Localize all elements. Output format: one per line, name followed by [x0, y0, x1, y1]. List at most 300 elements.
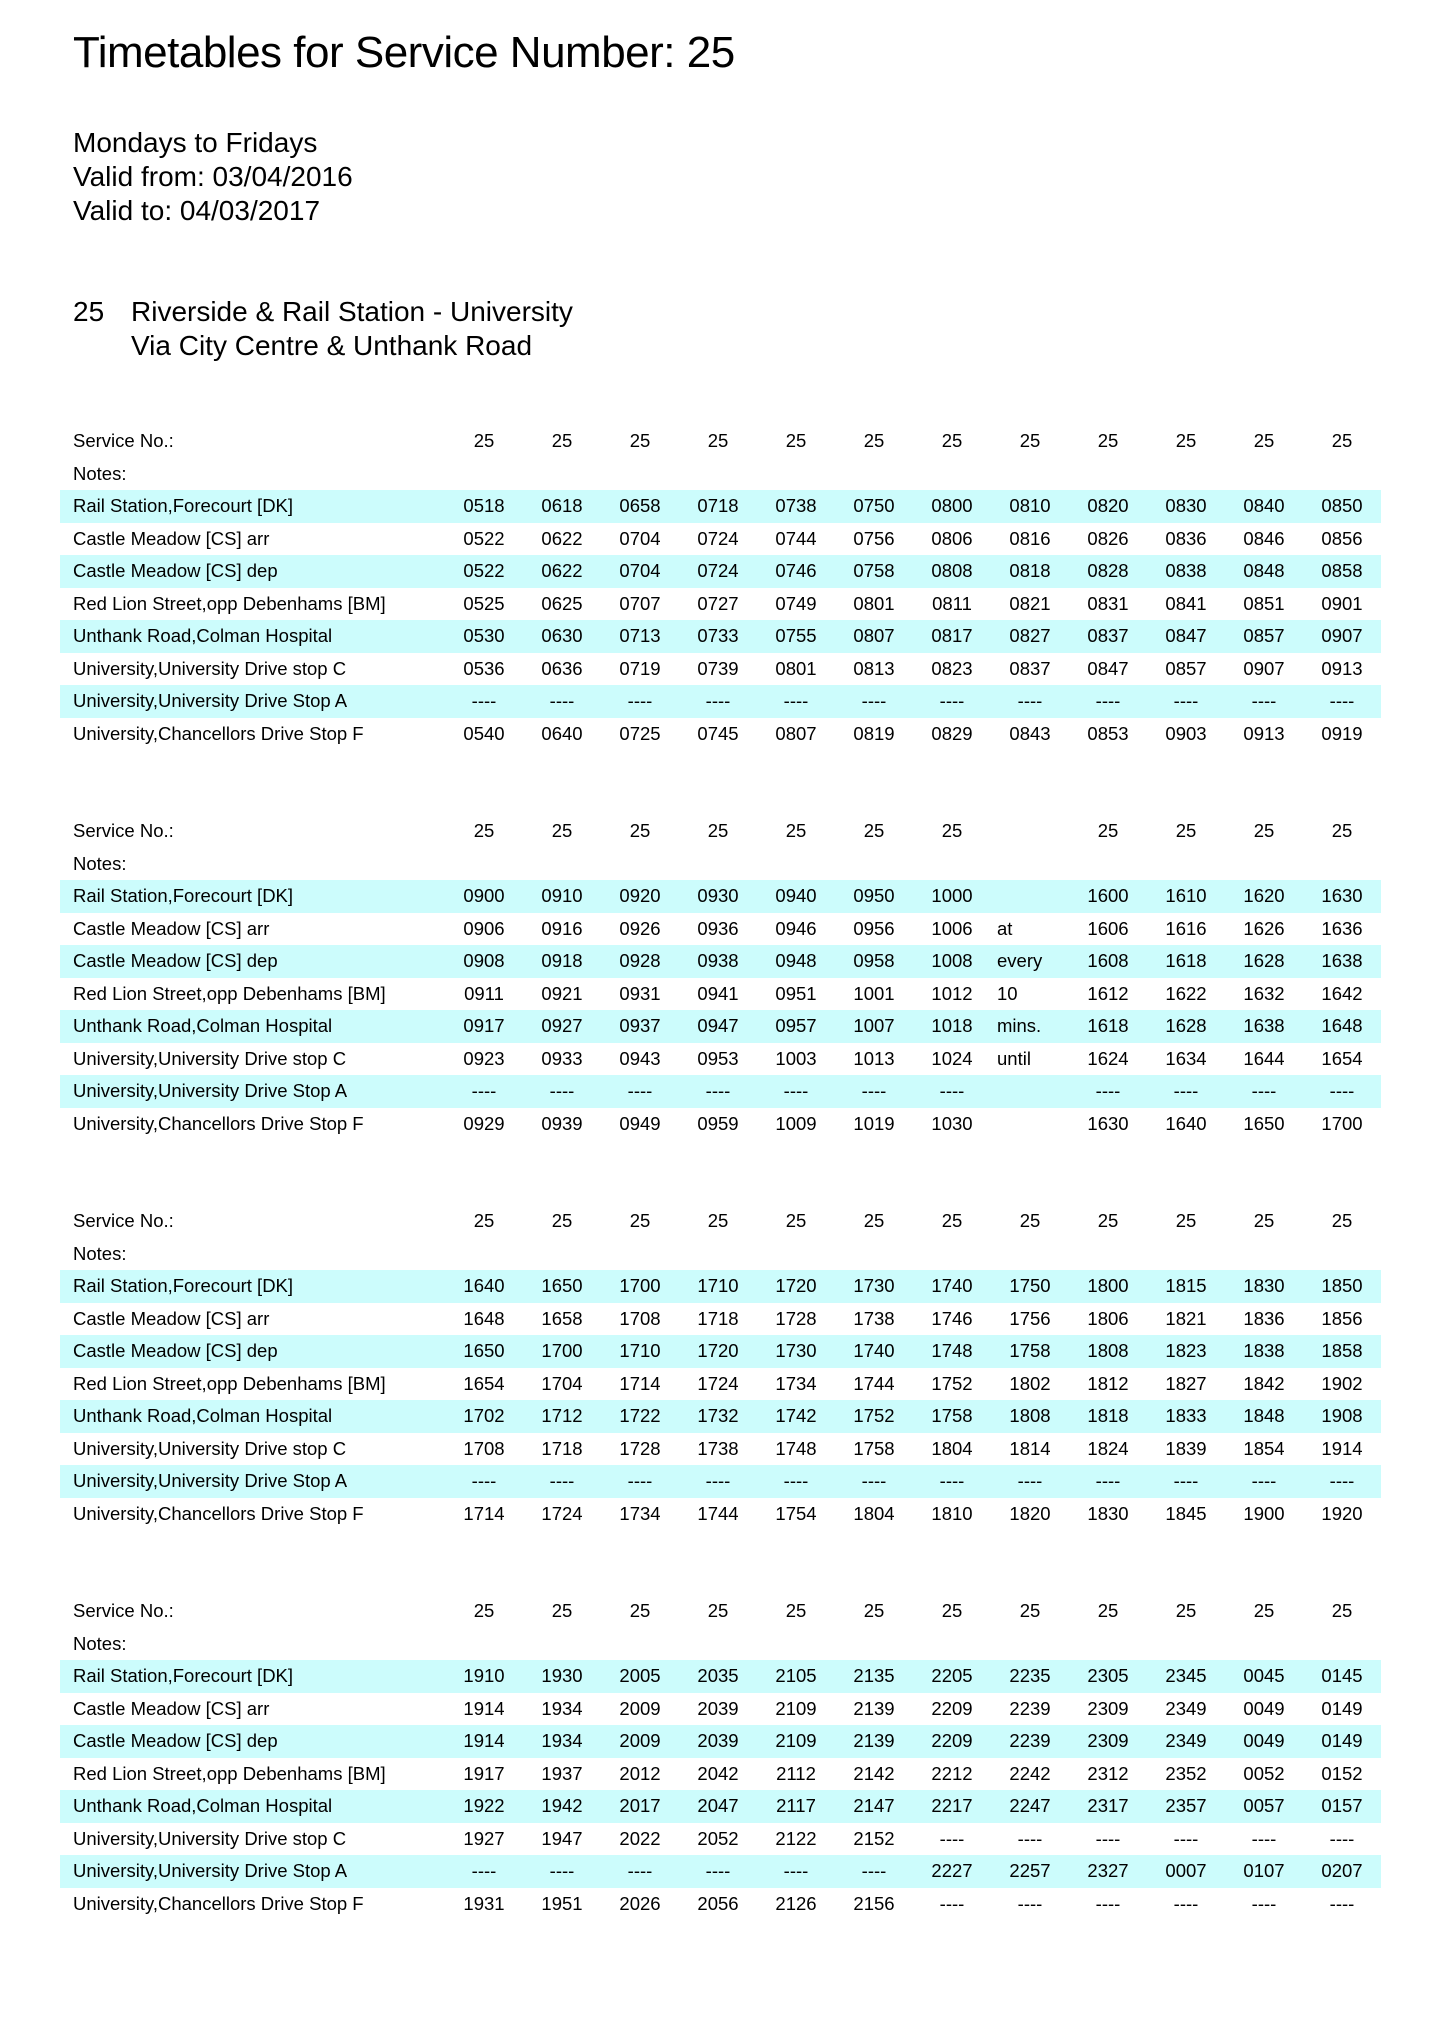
departure-time: 0816 [1009, 527, 1051, 549]
notes-cell [1303, 1628, 1381, 1661]
departure-time: 0927 [523, 1010, 601, 1043]
departure-time: 0857 [1225, 620, 1303, 653]
departure-time: 1820 [1009, 1502, 1051, 1524]
departure-time: ---- [523, 1465, 601, 1498]
departure-time: 1013 [853, 1047, 895, 1069]
stop-name: University,University Drive stop C [73, 657, 347, 679]
departure-time: 0831 [1087, 592, 1129, 614]
departure-time: 1712 [523, 1400, 601, 1433]
departure-time: 0052 [1243, 1762, 1285, 1784]
departure-time: 1722 [601, 1400, 679, 1433]
departure-time: 0939 [541, 1112, 583, 1134]
service-number-label: Service No.: [73, 430, 174, 452]
stop-row [60, 913, 1381, 946]
service-number-cell: 25 [1097, 430, 1119, 452]
departure-time: 2152 [853, 1827, 895, 1849]
departure-time: 0821 [1009, 592, 1051, 614]
departure-time: 1937 [541, 1762, 583, 1784]
departure-time: 1638 [1225, 1010, 1303, 1043]
stop-row [60, 1498, 1381, 1531]
departure-time: 1858 [1303, 1335, 1381, 1368]
departure-time: 1742 [757, 1400, 835, 1433]
departure-time: 1934 [541, 1697, 583, 1719]
service-number-cell: 25 [941, 820, 963, 842]
departure-time: ---- [1251, 1827, 1277, 1849]
departure-time: 1642 [1321, 982, 1363, 1004]
notes-cell [1147, 1238, 1225, 1271]
stop-name: Rail Station,Forecourt [DK] [60, 880, 445, 913]
departure-time: 1648 [1303, 1010, 1381, 1043]
departure-time: 0959 [697, 1112, 739, 1134]
departure-time: 0837 [1009, 657, 1051, 679]
notes-cell [991, 1628, 1069, 1661]
stop-row [60, 1010, 1381, 1043]
departure-time: 0910 [523, 880, 601, 913]
notes-cell [835, 848, 913, 881]
departure-time: 1754 [775, 1502, 817, 1524]
departure-time: ---- [913, 1465, 991, 1498]
departure-time: ---- [1069, 685, 1147, 718]
departure-time: 2239 [1009, 1697, 1051, 1719]
departure-time: 1003 [775, 1047, 817, 1069]
stop-name: Castle Meadow [CS] arr [73, 1697, 270, 1719]
service-number-cell: 25 [1331, 820, 1353, 842]
departure-time: 1740 [913, 1270, 991, 1303]
departure-time: 2105 [757, 1660, 835, 1693]
validity-info [73, 126, 353, 228]
departure-time: 2156 [853, 1892, 895, 1914]
departure-time: ---- [835, 685, 913, 718]
departure-time: 0913 [1321, 657, 1363, 679]
departure-time: 1006 [931, 917, 973, 939]
departure-time: 1648 [463, 1307, 505, 1329]
departure-time: 0956 [853, 917, 895, 939]
departure-time: 0829 [931, 722, 973, 744]
departure-time: 0755 [757, 620, 835, 653]
stop-name: Castle Meadow [CS] dep [60, 555, 445, 588]
departure-time: 0518 [445, 490, 523, 523]
notes-cell [991, 848, 1069, 881]
departure-time: 1806 [1087, 1307, 1129, 1329]
departure-time: 0640 [541, 722, 583, 744]
departure-time: 0820 [1069, 490, 1147, 523]
service-number-cell: 25 [941, 1600, 963, 1622]
service-number-cell: 25 [629, 1600, 651, 1622]
service-number-cell: 25 [863, 430, 885, 452]
stop-name: University,University Drive Stop A [60, 685, 445, 718]
departure-time: 2047 [679, 1790, 757, 1823]
departure-time: 2012 [619, 1762, 661, 1784]
notes-cell [757, 1628, 835, 1661]
departure-time: mins. [991, 1010, 1069, 1043]
stop-row [60, 490, 1381, 523]
stop-name: Castle Meadow [CS] dep [60, 1725, 445, 1758]
stop-name: University,University Drive stop C [73, 1437, 347, 1459]
service-number-cell: 25 [1097, 1210, 1119, 1232]
departure-time: 1815 [1147, 1270, 1225, 1303]
stop-row [60, 1335, 1381, 1368]
departure-time: 0801 [775, 657, 817, 679]
departure-time: 2209 [913, 1725, 991, 1758]
stop-name: Red Lion Street,opp Debenhams [BM] [73, 982, 386, 1004]
departure-time: 0801 [853, 592, 895, 614]
notes-row [60, 1238, 1381, 1271]
departure-time: 0921 [541, 982, 583, 1004]
departure-time: 2312 [1087, 1762, 1129, 1784]
departure-time: 1922 [445, 1790, 523, 1823]
departure-time: 0540 [463, 722, 505, 744]
departure-time: 0907 [1303, 620, 1381, 653]
departure-time: 1812 [1087, 1372, 1129, 1394]
departure-time: 0941 [697, 982, 739, 1004]
departure-time: 1636 [1321, 917, 1363, 939]
departure-time: 0850 [1303, 490, 1381, 523]
service-number-cell: 25 [1253, 1600, 1275, 1622]
departure-time: 1610 [1147, 880, 1225, 913]
stop-name: University,University Drive Stop A [60, 1075, 445, 1108]
service-number-row [60, 1205, 1381, 1238]
departure-time: ---- [1225, 685, 1303, 718]
timetable-block-2 [60, 815, 1381, 1140]
departure-time: 0045 [1225, 1660, 1303, 1693]
stop-name: Unthank Road,Colman Hospital [60, 1400, 445, 1433]
departure-time: ---- [1069, 1075, 1147, 1108]
departure-time: 1910 [445, 1660, 523, 1693]
departure-time: 2042 [697, 1762, 739, 1784]
departure-time: 0630 [523, 620, 601, 653]
departure-time: 0525 [463, 592, 505, 614]
departure-time: 1654 [463, 1372, 505, 1394]
notes-cell [1069, 848, 1147, 881]
departure-time: 1914 [445, 1725, 523, 1758]
departure-time: 2009 [601, 1725, 679, 1758]
departure-time: 0713 [601, 620, 679, 653]
departure-time: 0618 [523, 490, 601, 523]
service-number-cell: 25 [1331, 1600, 1353, 1622]
departure-time: ---- [445, 685, 523, 718]
service-number-row [60, 815, 1381, 848]
departure-time: 1650 [523, 1270, 601, 1303]
departure-time: 0522 [463, 527, 505, 549]
departure-time: ---- [1303, 685, 1381, 718]
departure-time: 1618 [1147, 945, 1225, 978]
departure-time: ---- [1147, 1465, 1225, 1498]
departure-time: 2317 [1069, 1790, 1147, 1823]
departure-time: 0916 [541, 917, 583, 939]
service-number-cell: 25 [785, 430, 807, 452]
departure-time: 1628 [1147, 1010, 1225, 1043]
service-number-cell [991, 815, 1069, 848]
departure-time: ---- [913, 1075, 991, 1108]
departure-time: 1930 [523, 1660, 601, 1693]
notes-cell [445, 1238, 523, 1271]
stop-name: Red Lion Street,opp Debenhams [BM] [73, 1762, 386, 1784]
departure-time: 1019 [853, 1112, 895, 1134]
departure-time: 1704 [541, 1372, 583, 1394]
departure-time: 0928 [601, 945, 679, 978]
departure-time: 2017 [601, 1790, 679, 1823]
departure-time: 0625 [541, 592, 583, 614]
departure-time: ---- [679, 1075, 757, 1108]
departure-time: 0758 [835, 555, 913, 588]
departure-time: 1830 [1087, 1502, 1129, 1524]
departure-time: ---- [757, 1465, 835, 1498]
departure-time: 1012 [931, 982, 973, 1004]
departure-time: 0946 [775, 917, 817, 939]
departure-time: 1720 [679, 1335, 757, 1368]
departure-time: 0817 [913, 620, 991, 653]
notes-cell [757, 1238, 835, 1271]
departure-time: 0808 [913, 555, 991, 588]
notes-cell [1225, 848, 1303, 881]
stop-row [60, 1368, 1381, 1401]
departure-time: 0913 [1243, 722, 1285, 744]
departure-time: 0810 [991, 490, 1069, 523]
departure-time: 1001 [853, 982, 895, 1004]
departure-time: 1917 [463, 1762, 505, 1784]
departure-time: 1724 [541, 1502, 583, 1524]
service-number-cell: 25 [551, 430, 573, 452]
notes-cell [757, 848, 835, 881]
departure-time: ---- [445, 1465, 523, 1498]
departure-time: 0207 [1303, 1855, 1381, 1888]
departure-time: 0943 [619, 1047, 661, 1069]
departure-time: 1804 [853, 1502, 895, 1524]
departure-time: 2147 [835, 1790, 913, 1823]
departure-time: ---- [1251, 1892, 1277, 1914]
departure-time: 1744 [853, 1372, 895, 1394]
departure-time: 0847 [1147, 620, 1225, 653]
departure-time: 1634 [1165, 1047, 1207, 1069]
departure-time: ---- [1329, 1827, 1355, 1849]
departure-time: 0851 [1243, 592, 1285, 614]
departure-time: 2305 [1069, 1660, 1147, 1693]
valid-to: Valid to: 04/03/2017 [73, 195, 321, 226]
departure-time: 1800 [1069, 1270, 1147, 1303]
departure-time: 1630 [1087, 1112, 1129, 1134]
departure-time: 2117 [757, 1790, 835, 1823]
departure-time: ---- [1147, 1075, 1225, 1108]
departure-time: 0840 [1225, 490, 1303, 523]
departure-time: 1744 [697, 1502, 739, 1524]
stop-name: Rail Station,Forecourt [DK] [60, 490, 445, 523]
departure-time: ---- [1303, 1075, 1381, 1108]
stop-name: University,University Drive Stop A [60, 1465, 445, 1498]
departure-time: 0739 [697, 657, 739, 679]
notes-cell [913, 848, 991, 881]
departure-time: 1622 [1165, 982, 1207, 1004]
departure-time: 0901 [1321, 592, 1363, 614]
notes-label: Notes: [73, 1632, 127, 1654]
departure-time: ---- [601, 1075, 679, 1108]
departure-time: 0622 [541, 527, 583, 549]
departure-time: ---- [1095, 1827, 1121, 1849]
notes-cell [523, 1238, 601, 1271]
departure-time: 1730 [757, 1335, 835, 1368]
departure-time: 0818 [991, 555, 1069, 588]
departure-time: 0049 [1243, 1697, 1285, 1719]
notes-cell [1069, 1238, 1147, 1271]
departure-time: 1728 [775, 1307, 817, 1329]
departure-time: 1934 [523, 1725, 601, 1758]
departure-time: ---- [991, 1465, 1069, 1498]
departure-time: ---- [757, 1075, 835, 1108]
notes-cell [523, 848, 601, 881]
stop-name: Castle Meadow [CS] arr [73, 1307, 270, 1329]
stop-row [60, 1693, 1381, 1726]
service-number-cell: 25 [1331, 1210, 1353, 1232]
service-number-cell: 25 [551, 1600, 573, 1622]
departure-time: 0145 [1303, 1660, 1381, 1693]
departure-time: 1732 [679, 1400, 757, 1433]
departure-time: 1630 [1303, 880, 1381, 913]
departure-time: 0919 [1321, 722, 1363, 744]
departure-time: 0856 [1321, 527, 1363, 549]
departure-time: 2135 [835, 1660, 913, 1693]
departure-time: 1710 [601, 1335, 679, 1368]
notes-cell [1303, 458, 1381, 491]
route-description [73, 295, 573, 363]
stop-name: Unthank Road,Colman Hospital [60, 1790, 445, 1823]
stop-name: University,University Drive Stop A [60, 1855, 445, 1888]
departure-time: 1856 [1321, 1307, 1363, 1329]
notes-label: Notes: [73, 852, 127, 874]
departure-time: ---- [1017, 1827, 1043, 1849]
departure-time: 0857 [1165, 657, 1207, 679]
service-number-cell: 25 [1175, 430, 1197, 452]
notes-cell [913, 1628, 991, 1661]
departure-time: 0636 [541, 657, 583, 679]
departure-time: 1640 [1165, 1112, 1207, 1134]
departure-time: 1600 [1069, 880, 1147, 913]
departure-time: 0948 [757, 945, 835, 978]
departure-time: 0718 [679, 490, 757, 523]
departure-time: 1708 [619, 1307, 661, 1329]
departure-time: 2139 [853, 1697, 895, 1719]
departure-time: 1808 [1069, 1335, 1147, 1368]
service-number-cell: 25 [707, 430, 729, 452]
departure-time: 0007 [1147, 1855, 1225, 1888]
service-number-cell: 25 [1019, 430, 1041, 452]
service-number-label: Service No.: [73, 1600, 174, 1622]
departure-time: 2005 [601, 1660, 679, 1693]
service-number-cell: 25 [1097, 820, 1119, 842]
service-number-cell: 25 [1175, 1600, 1197, 1622]
stop-name: University,Chancellors Drive Stop F [73, 1112, 364, 1134]
departure-time: 0836 [1165, 527, 1207, 549]
stop-row [60, 1270, 1381, 1303]
departure-time: 1738 [853, 1307, 895, 1329]
notes-cell [835, 1238, 913, 1271]
departure-time: 0947 [679, 1010, 757, 1043]
notes-row [60, 458, 1381, 491]
service-number-cell: 25 [629, 1210, 651, 1232]
departure-time: 2239 [991, 1725, 1069, 1758]
stop-name: Castle Meadow [CS] dep [60, 945, 445, 978]
departure-time: 1702 [445, 1400, 523, 1433]
departure-time: ---- [1303, 1465, 1381, 1498]
departure-time: 1714 [463, 1502, 505, 1524]
notes-cell [601, 1238, 679, 1271]
notes-cell [445, 1628, 523, 1661]
departure-time: 1951 [541, 1892, 583, 1914]
departure-time: 1814 [1009, 1437, 1051, 1459]
departure-time: 0838 [1147, 555, 1225, 588]
stop-name: Rail Station,Forecourt [DK] [60, 1660, 445, 1693]
stop-row [60, 620, 1381, 653]
departure-time: 2039 [679, 1725, 757, 1758]
departure-time: 0704 [619, 527, 661, 549]
departure-time: 1700 [601, 1270, 679, 1303]
departure-time: ---- [1225, 1075, 1303, 1108]
timetable-block-4 [60, 1595, 1381, 1920]
stop-row [60, 685, 1381, 718]
stop-name: Unthank Road,Colman Hospital [60, 620, 445, 653]
departure-time: 1758 [853, 1437, 895, 1459]
service-number-cell: 25 [551, 1210, 573, 1232]
departure-time: 1000 [913, 880, 991, 913]
departure-time: 1845 [1165, 1502, 1207, 1524]
departure-time: ---- [939, 1892, 965, 1914]
departure-time: 1833 [1147, 1400, 1225, 1433]
departure-time: ---- [1225, 1465, 1303, 1498]
stop-name: University,University Drive stop C [73, 1047, 347, 1069]
departure-time: 1626 [1243, 917, 1285, 939]
departure-time: 2242 [1009, 1762, 1051, 1784]
stop-row [60, 1108, 1381, 1141]
departure-time: ---- [757, 685, 835, 718]
departure-time: 0911 [464, 982, 504, 1004]
departure-time: 1758 [991, 1335, 1069, 1368]
timetable-block-1 [60, 425, 1381, 750]
departure-time: 1810 [931, 1502, 973, 1524]
departure-time: 1902 [1321, 1372, 1363, 1394]
service-number-cell: 25 [863, 820, 885, 842]
departure-time: 0953 [697, 1047, 739, 1069]
timetable-block-3 [60, 1205, 1381, 1530]
departure-time: ---- [601, 1855, 679, 1888]
departure-time: 1746 [931, 1307, 973, 1329]
departure-time: at [997, 917, 1013, 939]
service-number-cell: 25 [707, 820, 729, 842]
service-number-cell: 25 [785, 1600, 807, 1622]
departure-time: 0658 [601, 490, 679, 523]
departure-time: 2142 [853, 1762, 895, 1784]
departure-time: 2122 [775, 1827, 817, 1849]
departure-time: ---- [679, 1855, 757, 1888]
notes-cell [991, 1238, 1069, 1271]
departure-time: 0727 [697, 592, 739, 614]
departure-time: 2349 [1147, 1725, 1225, 1758]
departure-time: 0149 [1303, 1725, 1381, 1758]
departure-time: 2217 [913, 1790, 991, 1823]
departure-time: 0931 [619, 982, 661, 1004]
departure-time: 1606 [1087, 917, 1129, 939]
service-number-row [60, 425, 1381, 458]
departure-time: 0826 [1087, 527, 1129, 549]
departure-time: 1839 [1165, 1437, 1207, 1459]
departure-time: 1612 [1087, 982, 1129, 1004]
departure-time: 0837 [1069, 620, 1147, 653]
route-via: Via City Centre & Unthank Road [131, 330, 533, 361]
departure-time: 2052 [697, 1827, 739, 1849]
departure-time: ---- [1095, 1892, 1121, 1914]
service-number-cell: 25 [629, 430, 651, 452]
service-number-cell: 25 [785, 1210, 807, 1232]
notes-cell [679, 458, 757, 491]
departure-time: ---- [523, 1075, 601, 1108]
stop-row [60, 1465, 1381, 1498]
